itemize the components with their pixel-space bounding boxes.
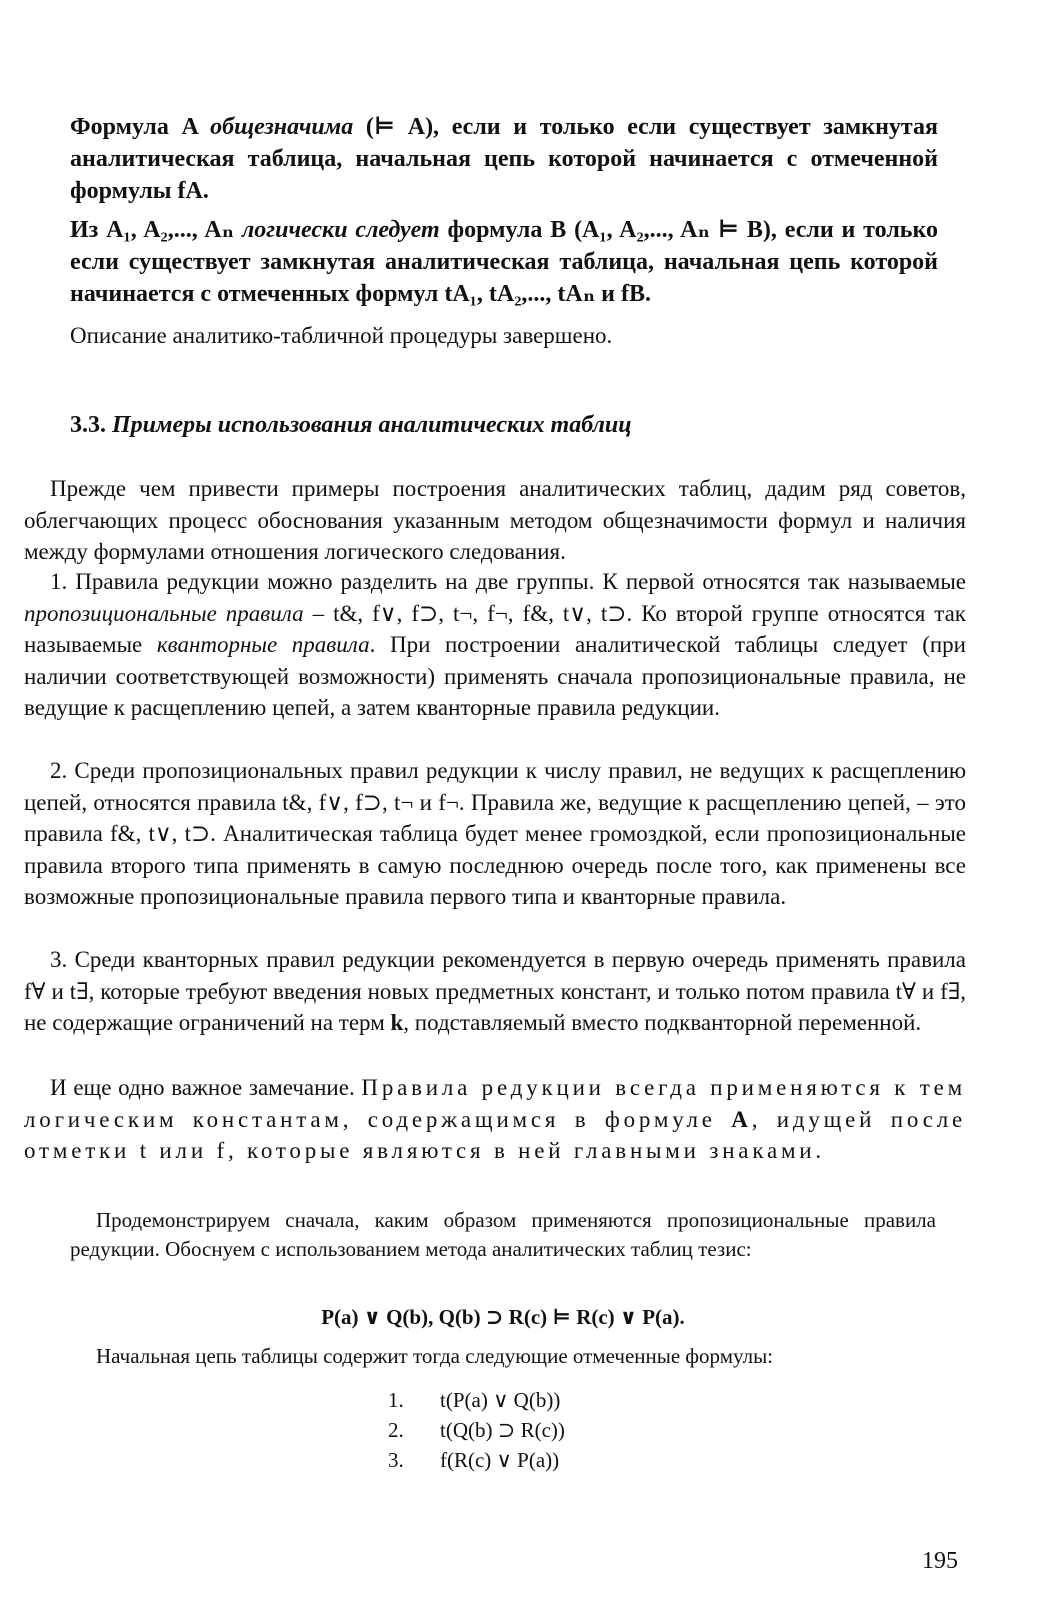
p3-text-a: 3. Среди кванторных правил редукции рекомендуется в первую очередь применять правила f∀ и t∃, которые требуют введения новых предметных констант, и только потом правила t∀ и f∃, не содержащие ограничений на терм [24, 947, 966, 1035]
def1-text-c: (⊨ A), если и только если существует замкнутая аналитическая таблица, начальная цепь которой начинается с отмеченной формулы fA. [70, 114, 938, 204]
list-item-formula: f(R(c) ∨ P(a)) [440, 1448, 560, 1472]
intro-paragraph: Прежде чем привести примеры построения аналитических таблиц, дадим ряд советов, облегчающих процесс обоснования указанным методом общезначимости формул и наличия между формулами отношения логического следования. [24, 476, 966, 564]
definition-validity [70, 111, 938, 207]
p4-text-a: И еще одно важное замечание. [50, 1075, 362, 1100]
list-item-number: 2. [388, 1418, 404, 1442]
list-item-formula: t(Q(b) ⊃ R(c)) [440, 1418, 565, 1442]
initial-chain-list [388, 1385, 565, 1475]
advice-paragraph-2: 2. Среди пропозициональных правил редукции к числу правил, не ведущих к расщеплению цепей, относятся правила t&, f∨, f⊃, t¬ и f¬. Правила же, ведущие к расщеплению цепей, – это правила f&, t∨, t⊃. Аналитическая таблица будет менее громоздкой, если пропозициональные правила второго типа применять в самую последнюю очередь после того, как применены все возможные пропозициональные правила первого типа и кванторные правила. [24, 758, 966, 909]
list-item-formula: t(P(a) ∨ Q(b)) [440, 1388, 561, 1412]
p3-text-c: , подставляемый вместо подкванторной переменной. [403, 1010, 922, 1035]
def1-term: общезначима [210, 114, 354, 140]
definition-entailment [70, 214, 938, 310]
list-item [388, 1385, 565, 1415]
def1-text-a: Формула A [70, 114, 211, 140]
p4-formula-a: A [731, 1106, 752, 1132]
procedure-complete-paragraph: Описание аналитико-табличной процедуры завершено. [70, 323, 613, 348]
p1-text-e: . При построении аналитической таблицы следует (при наличии соответствующей возможности) применять сначала пропозициональные правила, не ведущие к расщеплению цепей, а затем кванторные правила редукции. [24, 632, 966, 720]
important-remark-paragraph [24, 1072, 966, 1167]
def2-text-c: формула B (A₁, A₂,..., Aₙ ⊨ B), если и только если существует замкнутая аналитическая таблица, начальная цепь которой начинается с отмеченных формул tA₁, tA₂,..., tAₙ и fB. [70, 217, 939, 307]
p4-spaced-text-b: Правила редукции всегда применяются к тем логическим константам, содержащимся в формуле [24, 1075, 966, 1132]
def2-text-a: Из A₁, A₂,..., Aₙ [70, 217, 242, 243]
def2-term: логически следует [241, 217, 440, 243]
advice-paragraph-3 [24, 944, 966, 1039]
advice-paragraph-1 [24, 566, 966, 724]
list-item-number: 1. [388, 1388, 404, 1412]
p1-term-propositional: пропозициональные правила [24, 600, 304, 626]
p4-spaced-text-d: , идущей после отметки t или f, которые являются в ней главными знаками. [24, 1106, 966, 1163]
p1-text-c: – t&, f∨, f⊃, t¬, f¬, f&, t∨, t⊃. Ко второй группе относятся так называемые [24, 600, 966, 657]
p1-text-a: 1. Правила редукции можно разделить на две группы. К первой относятся так называемые [50, 569, 966, 594]
thesis-formula: P(a) ∨ Q(b), Q(b) ⊃ R(c) ⊨ R(c) ∨ P(a). [321, 1305, 685, 1329]
p3-term-k: k [390, 1010, 404, 1035]
section-number: 3.3. [70, 412, 106, 438]
page-number: 195 [922, 1548, 958, 1574]
list-item [388, 1445, 565, 1475]
p1-term-quantifier: кванторные правила [156, 632, 370, 657]
list-item-number: 3. [388, 1448, 404, 1472]
initial-chain-paragraph: Начальная цепь таблицы содержит тогда следующие отмеченные формулы: [96, 1344, 774, 1368]
section-title: Примеры использования аналитических таблиц [106, 412, 632, 438]
demonstration-paragraph: Продемонстрируем сначала, каким образом применяются пропозициональные правила редукции. Обоснуем с использованием метода аналитических таблиц тезис: [70, 1208, 936, 1261]
list-item [388, 1415, 565, 1445]
section-heading [70, 409, 938, 441]
